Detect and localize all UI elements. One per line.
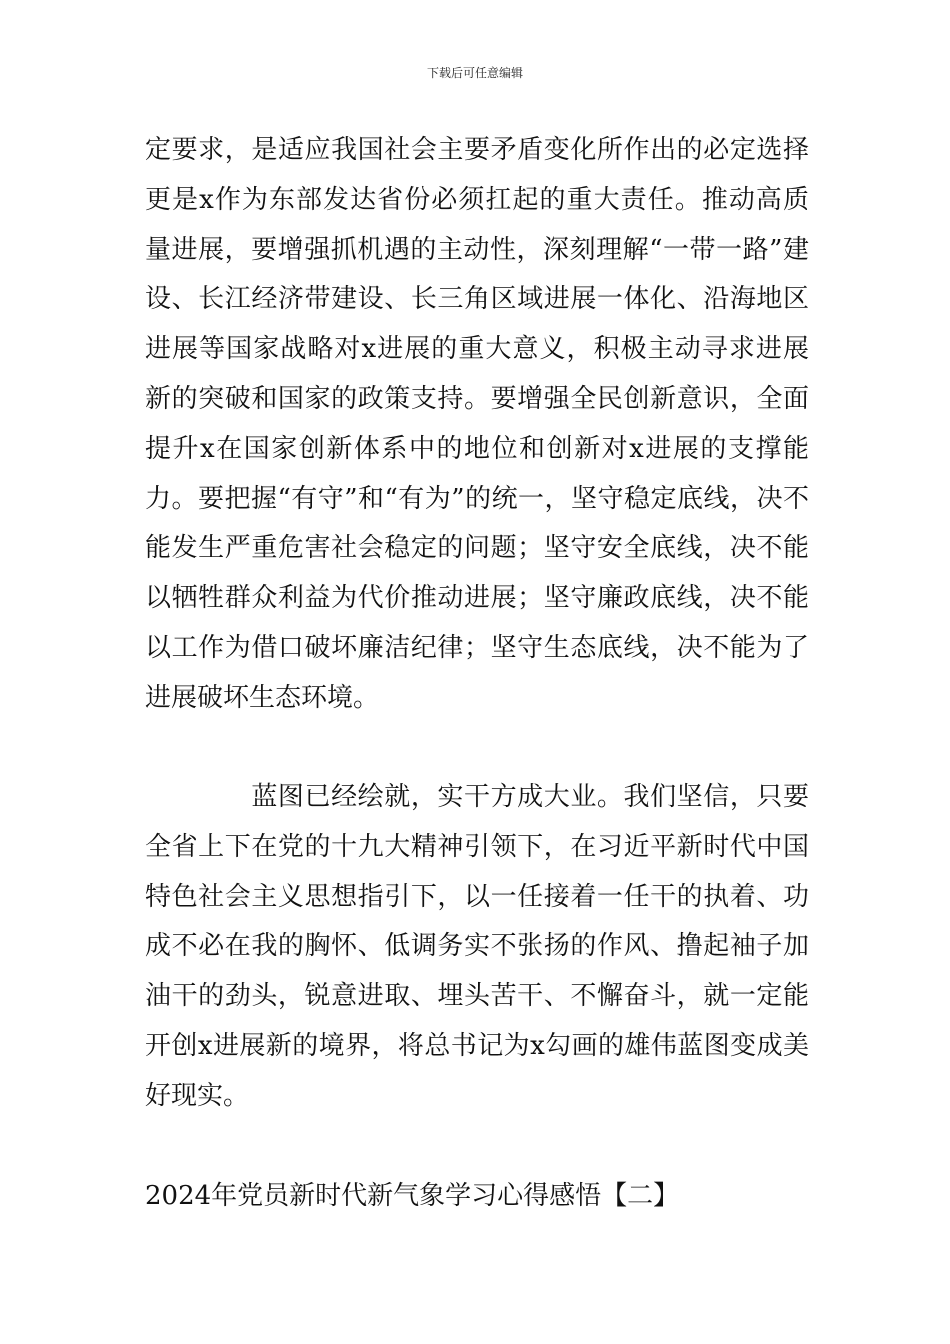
body-paragraph-2: 蓝图已经绘就，实干方成大业。我们坚信，只要全省上下在党的十九大精神引领下，在习近平新时代中国特色社会主义思想指引下，以一任接着一任干的执着、功成不必在我的胸怀、低调务实不张扬的作风、撸起袖子加油干的劲头，锐意进取、埋头苦干、不懈奋斗，就一定能开创x进展新的境界，将总书记为x勾画的雄伟蓝图变成美好现实。 xyxy=(145,782,809,1111)
body-paragraph-1: 定要求，是适应我国社会主要矛盾变化所作出的必定选择更是x作为东部发达省份必须扛起的重大责任。推动高质量进展，要增强抓机遇的主动性，深刻理解“一带一路”建设、长江经济带建设、长三角区域进展一体化、沿海地区进展等国家战略对x进展的重大意义，积极主动寻求进展新的突破和国家的政策支持。要增强全民创新意识，全面提升x在国家创新体系中的地位和创新对x进展的支撑能力。要把握“有守”和“有为”的统一，坚守稳定底线，决不能发生严重危害社会稳定的问题；坚守安全底线，决不能以牺牲群众利益为代价推动进展；坚守廉政底线，决不能以工作为借口破坏廉洁纪律；坚守生态底线，决不能为了进展破坏生态环境。 xyxy=(145,135,809,713)
page-header-note: 下载后可任意编辑 xyxy=(426,66,523,80)
section-heading: 2024年党员新时代新气象学习心得感悟【二】 xyxy=(145,1181,680,1211)
